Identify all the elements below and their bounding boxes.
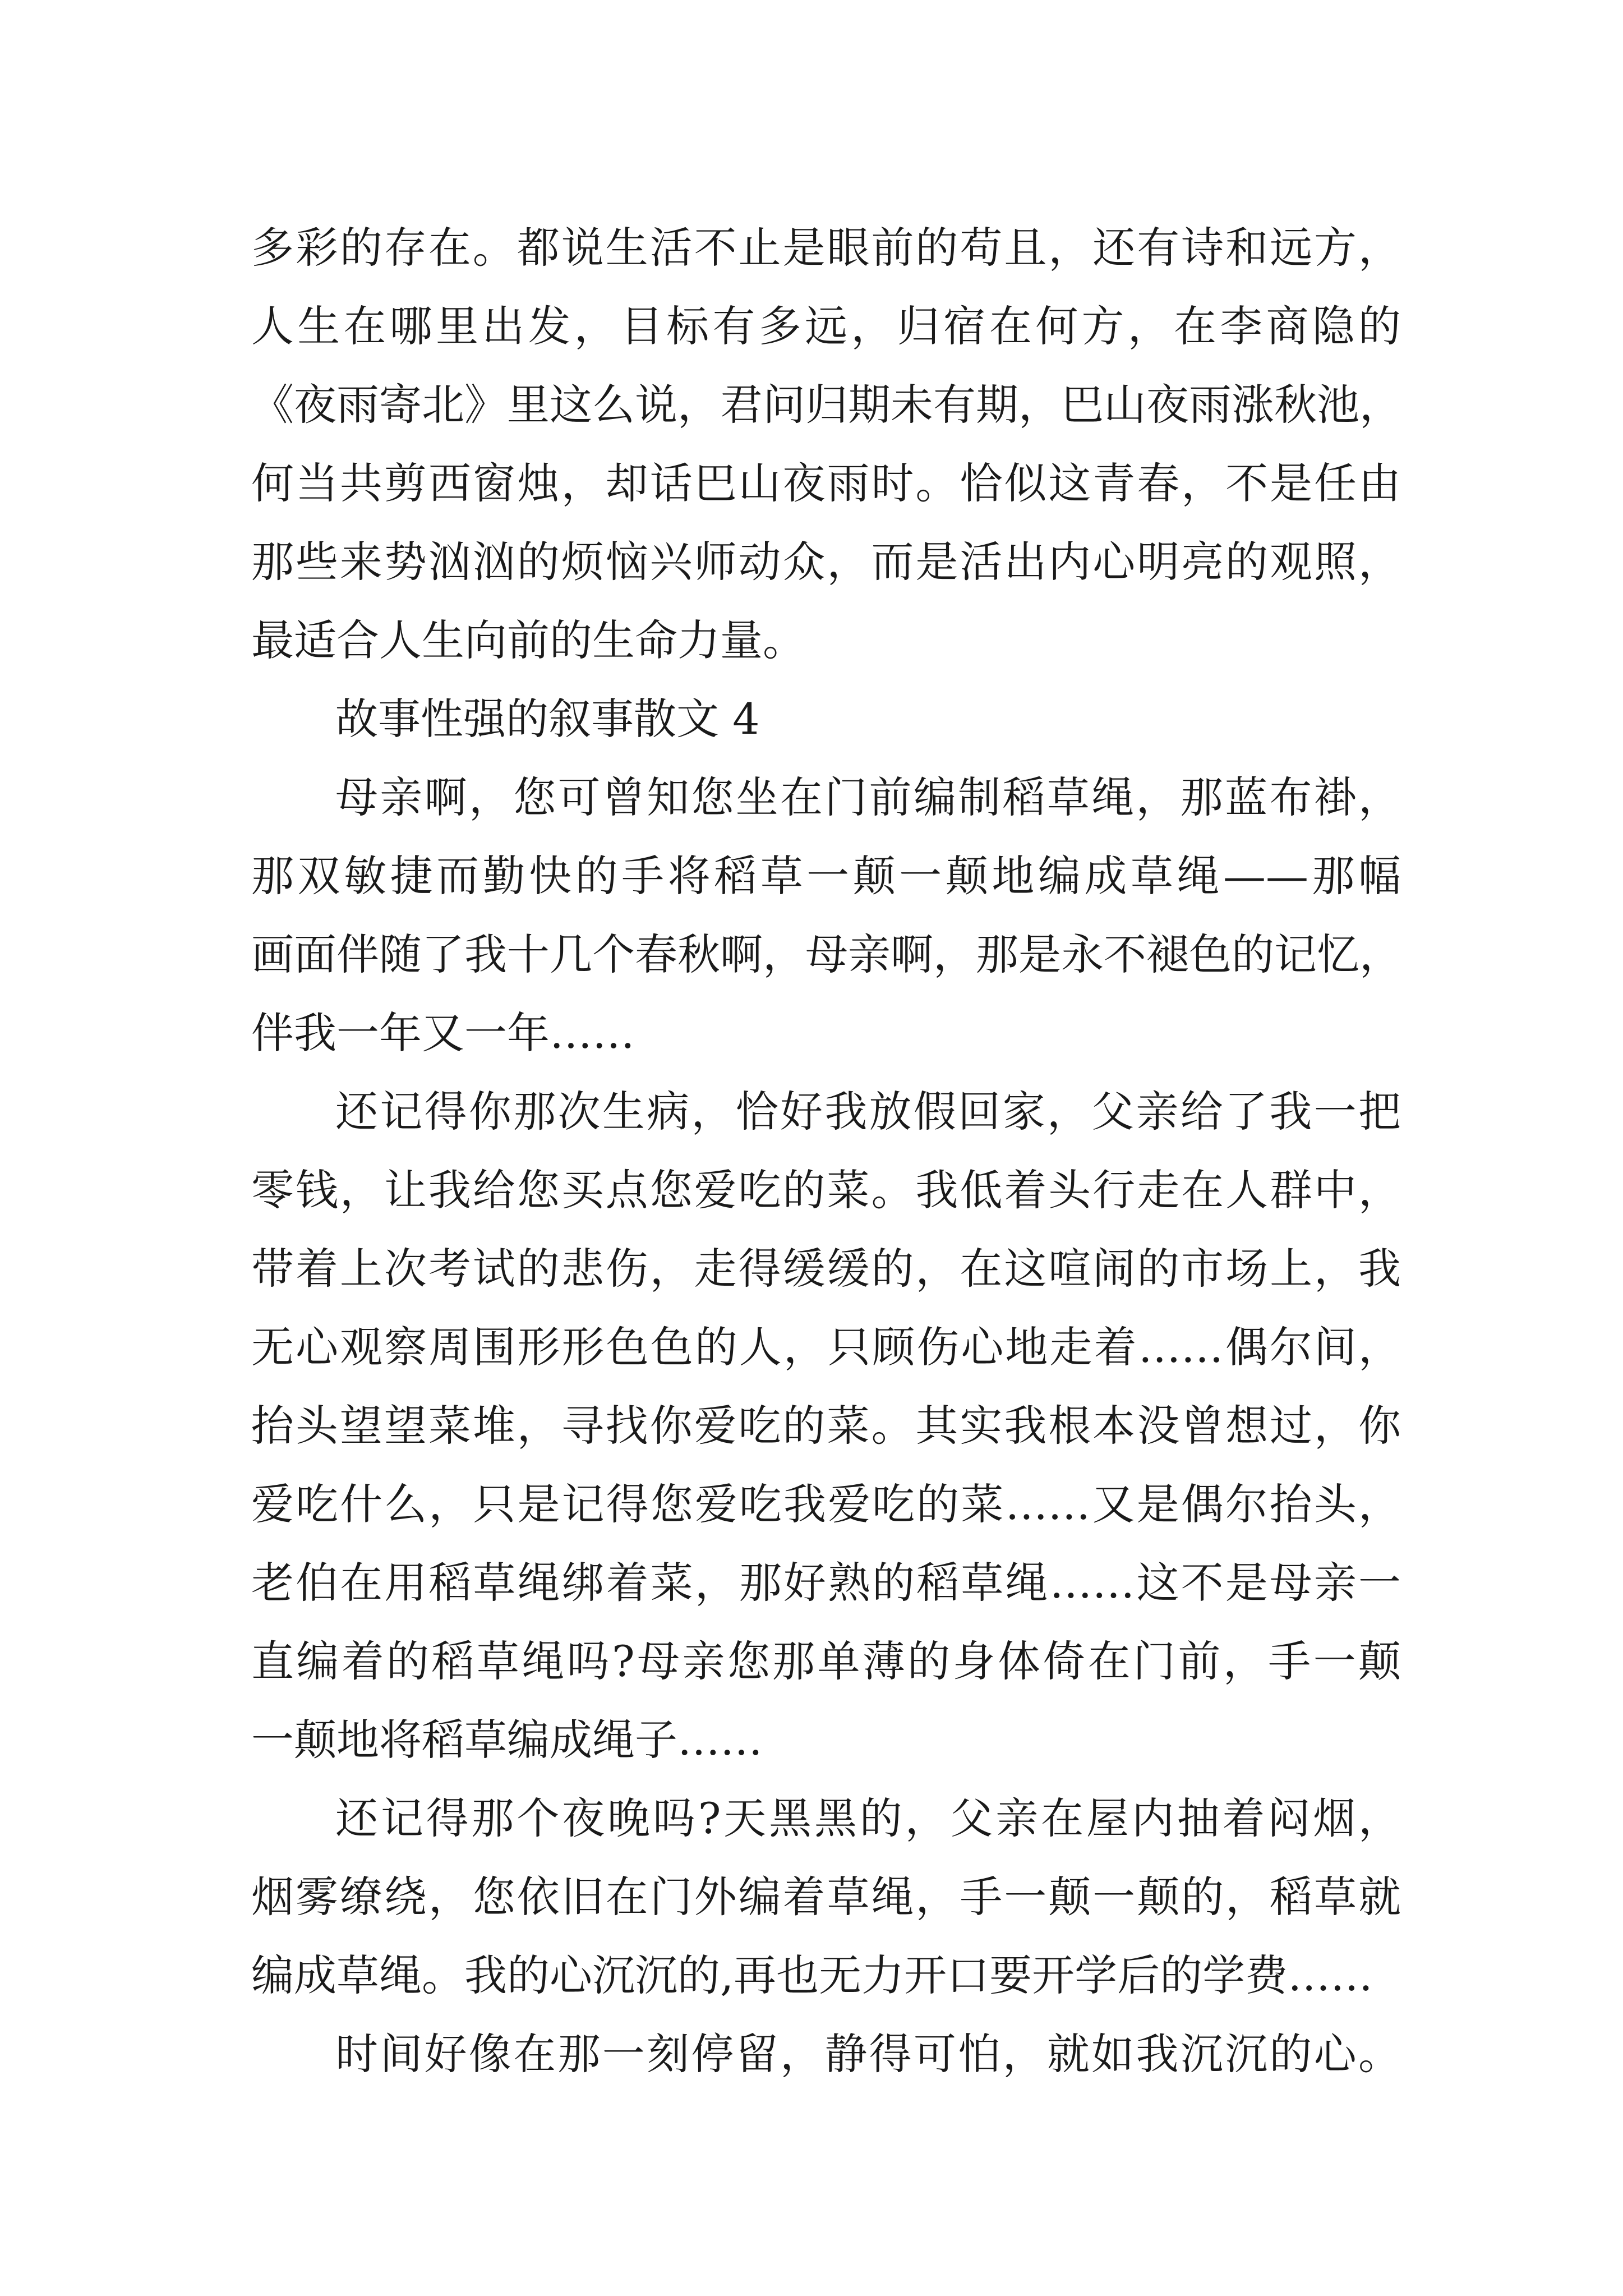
text-line: 无心观察周围形形色色的人，只顾伤心地走着……偶尔间，	[251, 1322, 1401, 1372]
document-body	[251, 209, 1401, 2093]
section-heading: 故事性强的叙事散文 4	[335, 694, 760, 744]
text-line: 烟雾缭绕，您依旧在门外编着草绳，手一颠一颠的，稻草就	[251, 1872, 1401, 1922]
text-line: 人生在哪里出发，目标有多远，归宿在何方，在李商隐的	[251, 301, 1401, 351]
text-line: 伴我一年又一年……	[251, 1008, 635, 1058]
text-line: 编成草绳。我的心沉沉的,再也无力开口要开学后的学费……	[251, 1950, 1373, 2000]
text-line: 一颠地将稻草编成绳子……	[251, 1715, 763, 1765]
text-line: 最适合人生向前的生命力量。	[251, 615, 805, 665]
text-line: 画面伴随了我十几个春秋啊，母亲啊，那是永不褪色的记忆，	[251, 930, 1402, 979]
text-line: 多彩的存在。都说生活不止是眼前的苟且，还有诗和远方，	[251, 223, 1401, 273]
text-line: 还记得那个夜晚吗?天黑黑的，父亲在屋内抽着闷烟，	[335, 1793, 1401, 1843]
text-line: 老伯在用稻草绳绑着菜，那好熟的稻草绳……这不是母亲一	[251, 1558, 1401, 1608]
text-line: 还记得你那次生病，恰好我放假回家，父亲给了我一把	[335, 1087, 1401, 1137]
text-line: 时间好像在那一刻停留，静得可怕，就如我沉沉的心。	[335, 2029, 1401, 2079]
text-line: 《夜雨寄北》里这么说，君问归期未有期，巴山夜雨涨秋池，	[251, 380, 1402, 430]
text-line: 何当共剪西窗烛，却话巴山夜雨时。恰似这青春，不是任由	[251, 458, 1401, 508]
text-line: 零钱，让我给您买点您爱吃的菜。我低着头行走在人群中，	[251, 1165, 1401, 1215]
text-line: 那些来势汹汹的烦恼兴师动众，而是活出内心明亮的观照，	[251, 537, 1401, 587]
text-line: 母亲啊，您可曾知您坐在门前编制稻草绳，那蓝布褂，	[335, 772, 1401, 822]
text-line: 那双敏捷而勤快的手将稻草一颠一颠地编成草绳——那幅	[251, 851, 1401, 901]
text-line: 带着上次考试的悲伤，走得缓缓的，在这喧闹的市场上，我	[251, 1244, 1401, 1294]
text-line: 直编着的稻草绳吗?母亲您那单薄的身体倚在门前，手一颠	[251, 1636, 1401, 1686]
text-line: 爱吃什么，只是记得您爱吃我爱吃的菜……又是偶尔抬头，	[251, 1479, 1401, 1529]
text-line: 抬头望望菜堆，寻找你爱吃的菜。其实我根本没曾想过，你	[251, 1401, 1401, 1451]
